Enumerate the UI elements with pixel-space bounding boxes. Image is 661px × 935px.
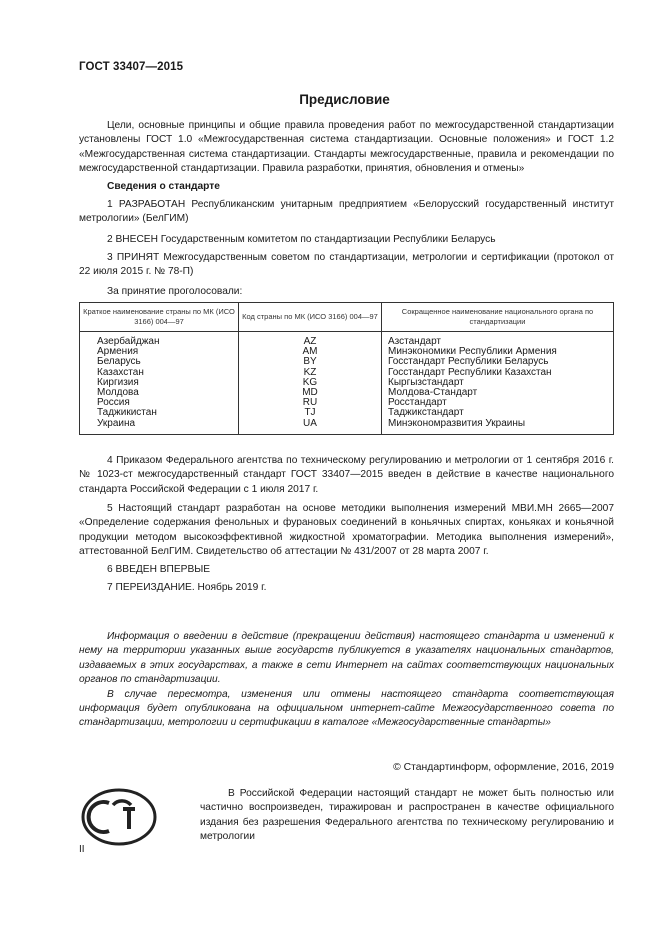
voting-table (79, 302, 614, 435)
code-cell: BY (239, 357, 382, 367)
country-cell: Таджикистан (80, 408, 239, 418)
body-cell: Минэкономики Республики Армения (382, 347, 614, 357)
copyright-line: © Стандартинформ, оформление, 2016, 2019 (393, 762, 614, 773)
item-5: 5 Настоящий стандарт разработан на основе методики выполнения измерений МВИ.МН 2665—2007 «Определение содержания фенольных и фурановых соединений в коньячных спиртах, коньяках и коньячной продукции методом высокоэффективной жидкостной хроматографии. Методика выполнения измерений», аттестованной БелГИМ. Свидетельство об аттестации № 431/2007 от 28 марта 2007 г. (79, 503, 614, 558)
code-cell: MD (239, 388, 382, 398)
country-cell: Украина (80, 419, 239, 435)
standard-code: ГОСТ 33407—2015 (79, 61, 184, 73)
table-row (80, 332, 614, 348)
body-cell: Азстандарт (382, 332, 614, 348)
notice-paragraph-2: В случае пересмотра, изменения или отмены настоящего стандарта соответствующая информация будет опубликована на официальном интернет-сайте Межгосударственного совета по стандартизации, метрологии и сертификации в каталоге «Межгосударственные стандарты» (79, 688, 614, 729)
body-cell: Госстандарт Республики Казахстан (382, 368, 614, 378)
item-3-block (79, 251, 614, 280)
table-row (80, 388, 614, 398)
body-cell: Минэкономразвития Украины (382, 419, 614, 435)
item-6: 6 ВВЕДЕН ВПЕРВЫЕ (107, 564, 211, 575)
rights-notice: В Российской Федерации настоящий стандарт не может быть полностью или частично воспроизведен, тиражирован и распространен в качестве официального издания без разрешения Федерального агентства по техническому регулированию и метрологии (200, 788, 614, 843)
code-cell: TJ (239, 408, 382, 418)
item-2: 2 ВНЕСЕН Государственным комитетом по стандартизации Республики Беларусь (107, 234, 496, 245)
table-header-row (80, 303, 614, 332)
table-header-country: Краткое наименование страны по МК (ИСО 3166) 004—97 (80, 303, 239, 332)
notice-paragraph-1: Информация о введении в действие (прекращении действия) настоящего стандарта и изменений к нему на территории указанных выше государств публикуется в указателях национальных стандартов, издаваемых в этих государствах, а также в сети Интернет на сайтах соответствующих национальных органов по стандартизации. (79, 631, 614, 686)
intro-paragraph: Цели, основные принципы и общие правила проведения работ по межгосударственной стандартизации установлены ГОСТ 1.0 «Межгосударственная система стандартизации. Основные положения» и ГОСТ 1.2 «Межгосударственная система стандартизации. Стандарты межгосударственные, правила и рекомендации по межгосударственной стандартизации. Правила разработки, принятия, обновления и отмены» (79, 120, 614, 175)
rst-mark-icon (79, 787, 159, 847)
table-row (80, 378, 614, 388)
country-cell: Киргизия (80, 378, 239, 388)
table-header-body: Сокращенное наименование национального органа по стандартизации (382, 303, 614, 332)
country-cell: Беларусь (80, 357, 239, 367)
body-cell: Росстандарт (382, 398, 614, 408)
country-cell: Армения (80, 347, 239, 357)
intro-block (79, 119, 614, 177)
body-cell: Госстандарт Республики Беларусь (382, 357, 614, 367)
item-1-block (79, 198, 614, 227)
table-header-code: Код страны по МК (ИСО 3166) 004—97 (239, 303, 382, 332)
page-number: II (79, 844, 85, 855)
table-row (80, 419, 614, 435)
code-cell: UA (239, 419, 382, 435)
body-cell: Таджикстандарт (382, 408, 614, 418)
item-4: 4 Приказом Федерального агентства по техническому регулированию и метрологии от 1 сентября 2016 г. № 1023-ст межгосударственный стандарт ГОСТ 33407—2015 введен в действие в качестве национального стандарта Российской Федерации с 1 июля 2017 г. (79, 455, 614, 495)
info-heading: Сведения о стандарте (107, 181, 220, 192)
item-7-block (79, 581, 614, 595)
country-cell: Азербайджан (80, 332, 239, 348)
item-6-block (79, 563, 614, 577)
table-row (80, 368, 614, 378)
code-cell: KZ (239, 368, 382, 378)
item-7: 7 ПЕРЕИЗДАНИЕ. Ноябрь 2019 г. (107, 582, 267, 593)
page-title: Предисловие (299, 92, 390, 107)
body-cell: Кыргызстандарт (382, 378, 614, 388)
item-4-block (79, 454, 614, 497)
table-row (80, 398, 614, 408)
item-5-block (79, 502, 614, 560)
code-cell: KG (239, 378, 382, 388)
code-cell: AZ (239, 332, 382, 348)
country-cell: Молдова (80, 388, 239, 398)
item-2-block (79, 233, 614, 247)
country-cell: Россия (80, 398, 239, 408)
vote-label-block (79, 285, 614, 299)
code-cell: RU (239, 398, 382, 408)
vote-label: За принятие проголосовали: (107, 286, 243, 297)
code-cell: AM (239, 347, 382, 357)
publication-notice (79, 630, 614, 731)
item-1: 1 РАЗРАБОТАН Республиканским унитарным предприятием «Белорусский государственный институт метрологии» (БелГИМ) (79, 199, 614, 225)
rights-block (200, 787, 614, 845)
body-cell: Молдова-Стандарт (382, 388, 614, 398)
item-3: 3 ПРИНЯТ Межгосударственным советом по стандартизации, метрологии и сертификации (протокол от 22 июля 2015 г. № 78-П) (79, 252, 614, 278)
country-cell: Казахстан (80, 368, 239, 378)
table-row (80, 408, 614, 418)
